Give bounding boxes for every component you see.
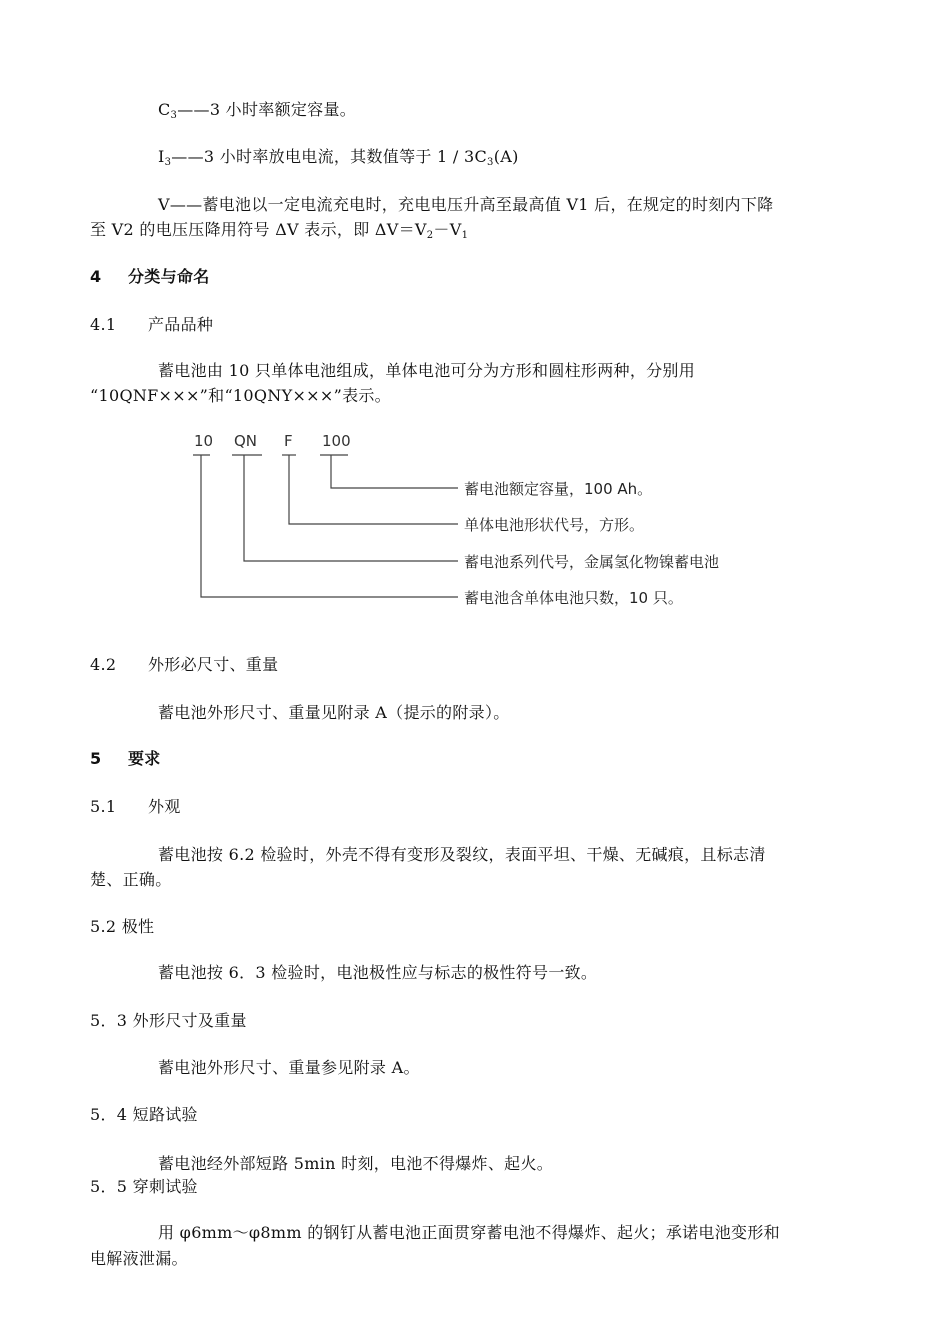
subscript: 2 <box>426 230 434 241</box>
subsection-title: 外观 <box>148 797 181 816</box>
code-series: QN <box>234 432 258 450</box>
section-number: 4 <box>90 267 102 286</box>
subsection-title: 外形必尺寸、重量 <box>148 655 279 674</box>
subsection-number: 4.1 <box>90 315 117 334</box>
definition-dv-line1: V——蓄电池以一定电流充电时，充电电压升高至最高值 V1 后，在规定的时刻内下降 <box>158 195 774 214</box>
symbol: I <box>158 147 165 166</box>
paragraph-4-2: 蓄电池外形尺寸、重量见附录 A（提示的附录）。 <box>158 703 510 722</box>
symbol: C <box>158 100 171 119</box>
code-count: 10 <box>194 432 214 450</box>
label-shape: 单体电池形状代号，方形。 <box>464 516 645 534</box>
leader-capacity <box>331 455 458 488</box>
definition-text: －V <box>433 220 462 239</box>
definition-text: ——3 小时率放电电流，其数值等于 1 / 3C <box>171 147 488 166</box>
definition-text: (A) <box>493 147 519 166</box>
paragraph-5-1-line1: 蓄电池按 6.2 检验时，外壳不得有变形及裂纹，表面平坦、干燥、无碱痕，且标志清 <box>158 845 766 864</box>
section-title: 要求 <box>128 749 161 768</box>
leader-shape <box>289 455 458 524</box>
label-count: 蓄电池含单体电池只数，10 只。 <box>464 589 683 607</box>
paragraph-5-4: 蓄电池经外部短路 5min 时刻，电池不得爆炸、起火。 <box>158 1154 554 1173</box>
subsection-number: 4.2 <box>90 655 117 674</box>
bracket-lines <box>193 455 458 597</box>
definition-text: 至 V2 的电压压降用符号 ΔV 表示，即 ΔV＝V <box>90 220 427 239</box>
paragraph-5-5-line2: 电解液泄漏。 <box>90 1249 188 1268</box>
definition-text: ——3 小时率额定容量。 <box>177 100 357 119</box>
code-capacity: 100 <box>322 432 351 450</box>
leader-count <box>201 455 458 597</box>
paragraph-5-5-line1: 用 φ6mm～φ8mm 的钢钉从蓄电池正面贯穿蓄电池不得爆炸、起火；承诺电池变形和 <box>158 1223 780 1242</box>
code-shape: F <box>284 432 293 450</box>
section-heading-5 <box>90 748 161 770</box>
paragraph-5-3: 蓄电池外形尺寸、重量参见附录 A。 <box>158 1058 420 1077</box>
label-capacity: 蓄电池额定容量，100 Ah。 <box>464 480 653 498</box>
subscript: 1 <box>461 230 469 241</box>
section-title: 分类与命名 <box>128 267 210 286</box>
subsection-heading-4-2 <box>90 654 278 676</box>
paragraph-5-2: 蓄电池按 6．3 检验时，电池极性应与标志的极性符号一致。 <box>158 963 598 982</box>
subsection-title: 产品品种 <box>148 315 214 334</box>
paragraph-4-1-line2: “10QNF×××”和“10QNY×××”表示。 <box>90 386 391 405</box>
subsection-heading-5-5: 5．5 穿刺试验 <box>90 1177 198 1196</box>
subscript: 3 <box>170 110 178 121</box>
section-number: 5 <box>90 749 102 768</box>
subsection-number: 5.1 <box>90 797 117 816</box>
paragraph-4-1-line1: 蓄电池由 10 只单体电池组成，单体电池可分为方形和圆柱形两种，分别用 <box>158 361 696 380</box>
leader-series <box>244 455 458 561</box>
paragraph-5-1-line2: 楚、正确。 <box>90 870 172 889</box>
subscript: 3 <box>164 157 172 168</box>
subsection-heading-5-1 <box>90 796 181 818</box>
subsection-heading-5-2: 5.2 极性 <box>90 917 155 936</box>
label-series: 蓄电池系列代号，金属氢化物镍蓄电池 <box>464 553 720 571</box>
subsection-heading-5-4: 5．4 短路试验 <box>90 1105 198 1124</box>
subscript: 3 <box>487 157 494 168</box>
subsection-heading-5-3: 5．3 外形尺寸及重量 <box>90 1011 247 1030</box>
